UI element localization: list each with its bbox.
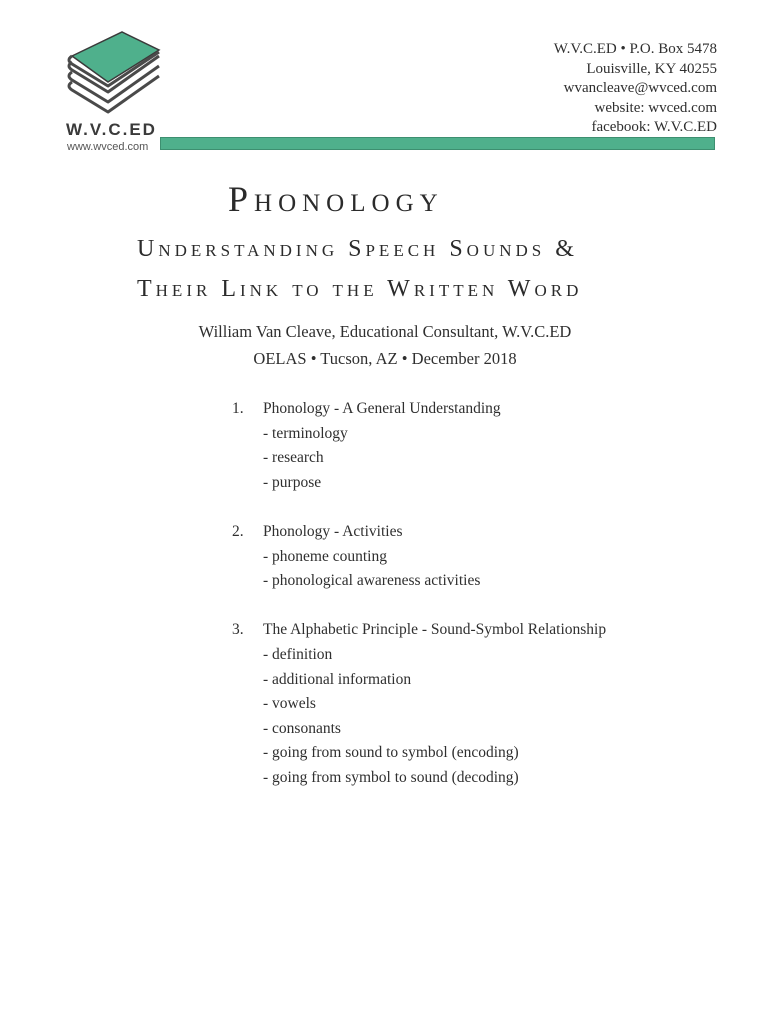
subtitle-line-2: Their Link to the Written Word [137,276,583,302]
outline-item [232,520,606,594]
logo-name: W.V.C.ED [66,120,157,139]
contact-facebook[interactable]: facebook: W.V.C.ED [591,119,717,135]
outline-subitem: - vowels [263,695,316,713]
author-block [0,318,770,372]
outline-list [232,397,606,815]
author-byline: William Van Cleave, Educational Consultant, W.V.C.ED [198,322,572,341]
outline-number: 2. [232,522,244,540]
stacked-books-icon [64,30,164,118]
outline-subitem: - phonological awareness activities [263,572,481,590]
event-line: OELAS • Tucson, AZ • December 2018 [253,349,517,368]
header-divider-bar [160,137,715,150]
outline-subitem: - definition [263,645,333,663]
contact-website[interactable]: website: wvced.com [594,99,717,116]
subtitle-line-1: Understanding Speech Sounds & [137,236,578,262]
outline-item [232,618,606,790]
outline-heading: The Alphabetic Principle - Sound-Symbol Relationship [263,621,607,639]
logo-url[interactable]: www.wvced.com [67,141,149,153]
contact-address-line: W.V.C.ED • P.O. Box 5478 [553,41,717,57]
outline-heading: Phonology - Activities [263,522,403,540]
logo [60,30,170,160]
outline-subitem: - research [263,449,324,467]
outline-subitem: - phoneme counting [263,547,387,565]
outline-subitem: - terminology [263,424,348,442]
outline-subitem: - purpose [263,473,322,491]
outline-heading: Phonology - A General Understanding [263,400,501,417]
outline-subitem: - going from sound to symbol (encoding) [263,744,519,762]
contact-block [554,40,717,138]
contact-city-line: Louisville, KY 40255 [586,60,717,77]
contact-email[interactable]: wvancleave@wvced.com [563,80,717,96]
outline-number: 1. [232,400,244,417]
page-subtitle [137,229,582,309]
outline-item [232,397,606,495]
outline-subitem: - additional information [263,670,412,688]
outline-subitem: - going from symbol to sound (decoding) [263,768,519,786]
outline-subitem: - consonants [263,719,341,737]
outline-number: 3. [232,621,244,639]
page-title: Phonology [228,179,444,219]
